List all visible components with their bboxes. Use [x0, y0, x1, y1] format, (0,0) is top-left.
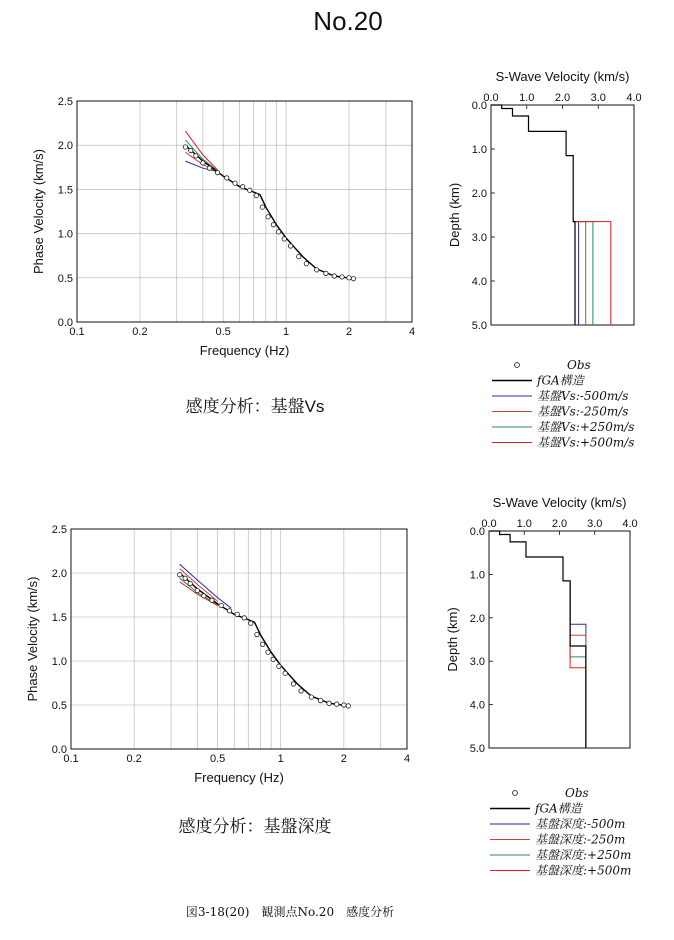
perturbed-profile	[570, 581, 586, 748]
x-tick-label: 0.2	[132, 326, 148, 338]
perturbed-profile	[570, 581, 586, 748]
obs-point	[183, 145, 187, 149]
obs-point	[299, 689, 303, 693]
y-axis-label: Depth (km)	[447, 182, 462, 248]
obs-point	[201, 161, 205, 165]
obs-point	[266, 650, 270, 654]
obs-point	[188, 581, 192, 585]
obs-point	[276, 230, 280, 234]
obs-point	[195, 588, 199, 592]
x-tick-label: 0.5	[215, 326, 231, 338]
legend-item-label: fGA構造	[535, 801, 582, 816]
legend-item-label: 基盤Vs:-250m/s	[537, 404, 629, 419]
obs-point	[248, 188, 252, 192]
y-tick-label: 2.0	[469, 612, 485, 625]
legend-obs-label: Obs	[565, 786, 589, 800]
obs-point	[235, 612, 239, 616]
x-tick-label: 4	[408, 326, 416, 338]
obs-point	[233, 181, 237, 185]
plot-frame	[489, 531, 630, 748]
dispersion-chart-1	[31, 96, 415, 358]
obs-point	[255, 632, 259, 636]
velocity-profile-chart-1	[447, 69, 642, 332]
obs-point	[309, 695, 313, 699]
x-tick-label: 3.0	[590, 92, 606, 104]
fga-profile	[491, 105, 575, 325]
perturbed-profile	[573, 222, 578, 325]
legend-obs-marker	[513, 791, 518, 796]
obs-point	[346, 704, 350, 708]
legend-item-label: 基盤Vs:-500m/s	[537, 389, 629, 403]
plot-frame	[77, 101, 412, 322]
y-tick-label: 0.0	[51, 744, 67, 756]
y-tick-label: 1.0	[51, 656, 67, 668]
obs-point	[219, 603, 223, 607]
obs-point	[254, 193, 258, 197]
y-tick-label: 2.0	[51, 568, 67, 580]
obs-point	[178, 573, 182, 577]
x-tick-label: 1.0	[516, 518, 532, 530]
y-tick-label: 1.0	[57, 228, 73, 241]
y-tick-label: 2.5	[51, 524, 67, 536]
obs-point	[324, 271, 328, 275]
legend-item-label: 基盤深度:+250m	[535, 848, 632, 862]
caption-sensitivity-vs: 感度分析：基盤Vs	[185, 397, 325, 416]
obs-point	[332, 274, 336, 278]
x-tick-label: 2	[340, 753, 347, 765]
obs-point	[240, 185, 244, 189]
legend-obs-label: Obs	[567, 358, 591, 372]
profile-title: S-Wave Velocity (km/s)	[492, 495, 627, 510]
x-tick-label: 0.0	[481, 518, 497, 530]
obs-point	[260, 642, 264, 646]
obs-point	[342, 703, 346, 707]
y-tick-label: 2.0	[57, 140, 73, 153]
plot-frame	[71, 529, 407, 749]
y-tick-label: 1.5	[57, 184, 73, 197]
obs-point	[271, 657, 275, 661]
x-tick-label: 0.5	[209, 753, 226, 765]
y-axis-label: Phase Velocity (km/s)	[25, 576, 40, 702]
series-line	[180, 569, 218, 602]
obs-point	[340, 275, 344, 279]
x-tick-label: 1	[283, 326, 290, 338]
figure-caption: 図3-18(20) 観測点No.20 感度分析	[185, 905, 395, 919]
velocity-profile-chart-2	[445, 495, 638, 755]
obs-point	[291, 682, 295, 686]
obs-point	[260, 205, 264, 209]
obs-point	[202, 594, 206, 598]
obs-point	[347, 276, 351, 280]
obs-point	[249, 621, 253, 625]
y-tick-label: 3.0	[471, 232, 487, 244]
series-line	[180, 564, 231, 608]
legend-item-label: 基盤Vs:+500m/s	[537, 435, 635, 450]
x-axis-label: Frequency (Hz)	[194, 770, 284, 785]
obs-point	[242, 616, 246, 620]
y-tick-label: 0.5	[57, 272, 73, 285]
x-tick-label: 1	[277, 753, 284, 765]
y-tick-label: 4.0	[471, 276, 487, 288]
fga-profile	[489, 531, 586, 748]
obs-point	[207, 166, 211, 170]
series-line	[180, 573, 349, 706]
y-tick-label: 1.5	[51, 612, 67, 624]
x-tick-label: 0.1	[69, 326, 85, 338]
y-tick-label: 0.0	[469, 526, 485, 538]
y-tick-label: 0.5	[51, 700, 67, 712]
dispersion-chart-2	[25, 524, 410, 785]
legend-2	[490, 786, 631, 878]
obs-point	[297, 254, 301, 258]
perturbed-profile	[570, 581, 586, 748]
profile-title: S-Wave Velocity (km/s)	[495, 69, 630, 84]
y-tick-label: 1.0	[471, 144, 487, 156]
y-tick-label: 5.0	[469, 743, 485, 755]
obs-point	[351, 276, 355, 280]
obs-point	[189, 148, 193, 152]
caption-sensitivity-depth: 感度分析：基盤深度	[178, 817, 332, 836]
page-title: No.20	[313, 6, 383, 36]
obs-point	[282, 237, 286, 241]
y-axis-label: Depth (km)	[445, 607, 460, 672]
y-tick-label: 4.0	[469, 699, 485, 712]
y-tick-label: 0.0	[471, 100, 487, 112]
y-tick-label: 0.0	[57, 317, 73, 329]
x-tick-label: 2.0	[551, 518, 568, 530]
obs-point	[225, 176, 229, 180]
legend-1	[492, 358, 634, 450]
obs-point	[183, 576, 187, 580]
legend-obs-marker	[515, 363, 520, 368]
obs-point	[318, 698, 322, 702]
x-tick-label: 4	[403, 753, 411, 765]
plot-frame	[491, 105, 634, 325]
x-tick-label: 0.0	[483, 92, 499, 104]
x-tick-label: 4.0	[626, 92, 642, 104]
legend-item-label: 基盤深度:-500m	[535, 817, 626, 831]
x-tick-label: 0.2	[126, 753, 142, 765]
obs-point	[277, 664, 281, 668]
obs-point	[210, 598, 214, 602]
y-axis-label: Phase Velocity (km/s)	[31, 149, 46, 274]
y-tick-label: 2.5	[57, 96, 73, 108]
legend-item-label: 基盤Vs:+250m/s	[537, 420, 635, 434]
legend-item-label: 基盤深度:-250m	[535, 832, 626, 847]
y-tick-label: 1.0	[469, 569, 485, 582]
obs-point	[304, 261, 308, 265]
x-tick-label: 2	[345, 326, 353, 338]
x-tick-label: 2.0	[554, 92, 571, 104]
obs-point	[227, 609, 231, 613]
obs-point	[194, 154, 198, 158]
y-tick-label: 3.0	[469, 656, 485, 669]
x-tick-label: 1.0	[519, 92, 535, 104]
obs-point	[266, 215, 270, 219]
obs-point	[283, 671, 287, 675]
legend-item-label: fGA構造	[537, 373, 584, 388]
y-tick-label: 5.0	[471, 320, 487, 332]
perturbed-profile	[570, 581, 586, 748]
perturbed-profile	[573, 222, 593, 325]
obs-point	[215, 170, 219, 174]
obs-point	[327, 701, 331, 705]
x-tick-label: 4.0	[622, 518, 638, 530]
y-tick-label: 2.0	[471, 188, 487, 200]
x-tick-label: 3.0	[587, 518, 603, 530]
legend-item-label: 基盤深度:+500m	[535, 863, 632, 878]
obs-point	[288, 244, 292, 248]
obs-point	[314, 268, 318, 272]
obs-point	[335, 702, 339, 706]
x-tick-label: 0.1	[63, 753, 79, 765]
x-axis-label: Frequency (Hz)	[199, 343, 290, 358]
obs-point	[271, 223, 275, 227]
